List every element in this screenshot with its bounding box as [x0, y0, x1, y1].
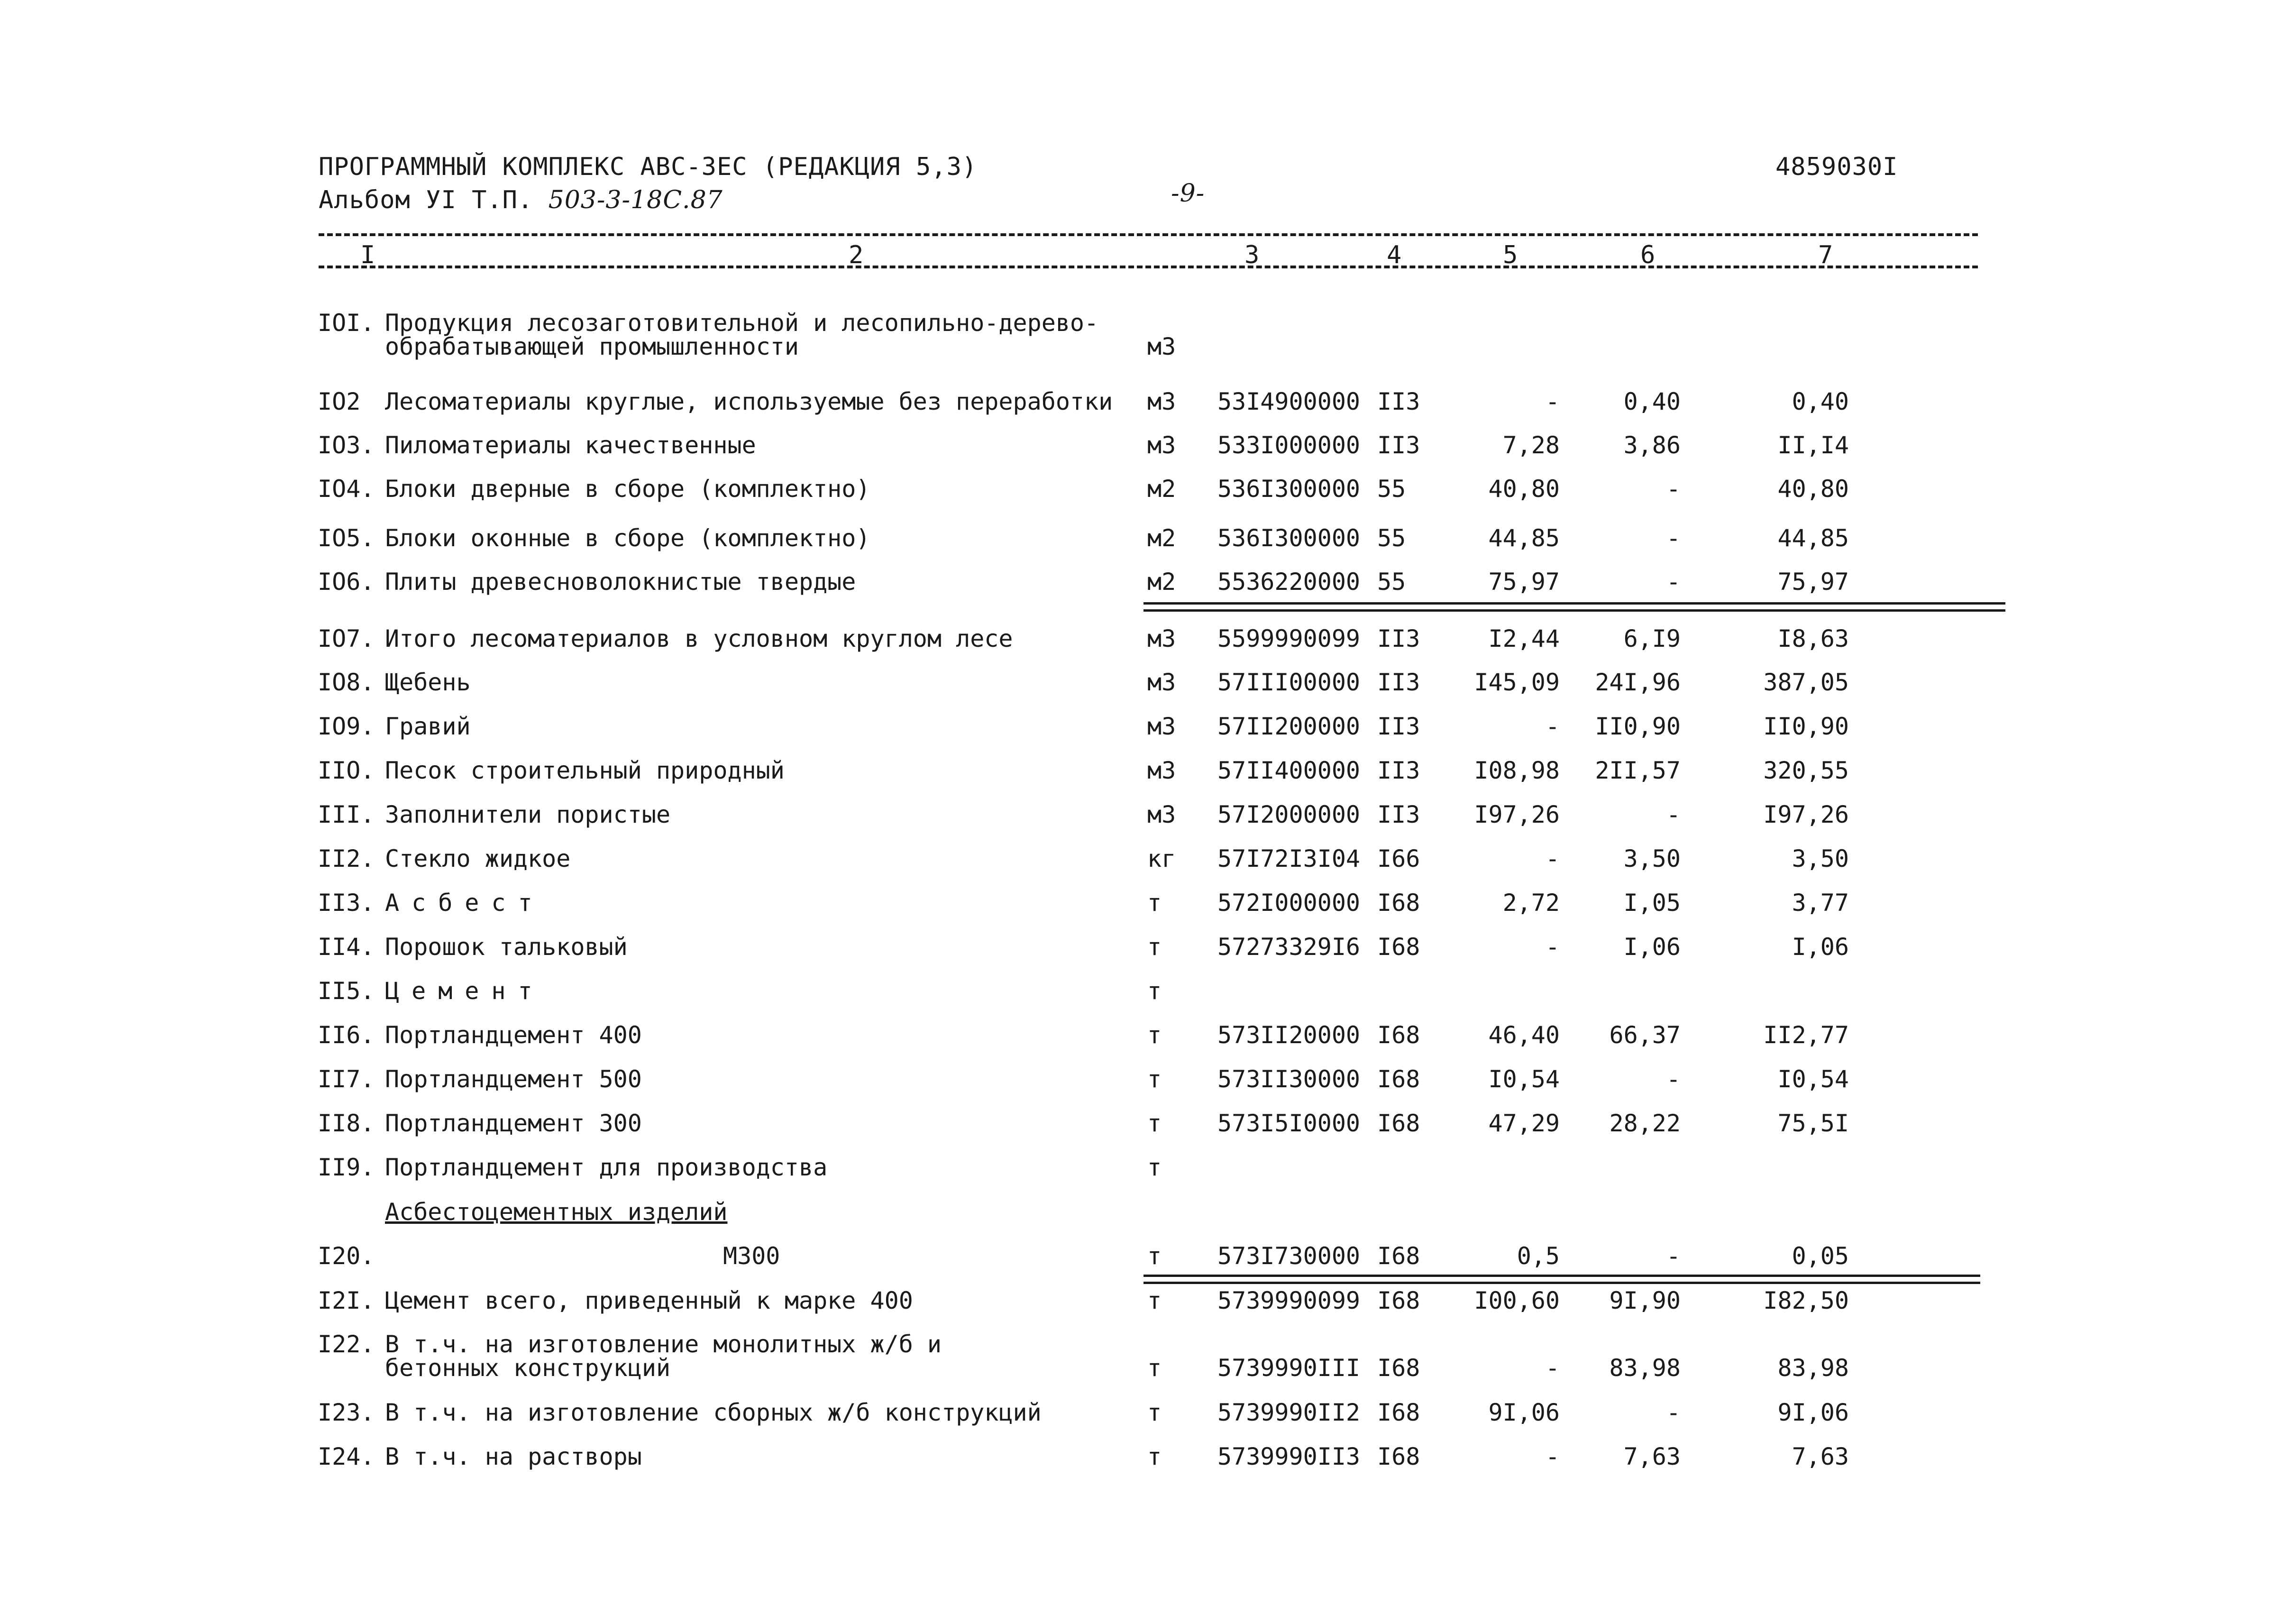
- row-col7: 83,98: [1777, 1354, 1849, 1382]
- row-unit: т: [1147, 1287, 1162, 1314]
- row-col7: II0,90: [1763, 713, 1849, 740]
- row-number: II9.: [318, 1154, 375, 1181]
- row-col4: I68: [1377, 1021, 1420, 1049]
- row-col5: 7,28: [1502, 431, 1560, 459]
- row-col7: 3,77: [1792, 889, 1849, 917]
- row-unit: т: [1147, 1443, 1162, 1470]
- row-col6: 83,98: [1609, 1354, 1681, 1382]
- row-code: 5599990099: [1217, 625, 1361, 652]
- row-code: 533I000000: [1217, 431, 1361, 459]
- row-unit: м3: [1147, 388, 1176, 415]
- row-unit: м2: [1147, 524, 1176, 552]
- row-col6: I,05: [1623, 889, 1681, 917]
- page-number: -9-: [1171, 179, 1205, 208]
- row-name: Блоки оконные в сборе (комплектно): [385, 524, 870, 552]
- row-col7: 0,05: [1792, 1242, 1849, 1270]
- row-col5: I97,26: [1474, 801, 1560, 828]
- column-number-3: 3: [1244, 241, 1260, 269]
- row-col6: 3,86: [1623, 431, 1681, 459]
- row-name: Лесоматериалы круглые, используемые без переработки: [385, 388, 1113, 415]
- row-col7: 75,5I: [1777, 1110, 1849, 1137]
- row-col6: -: [1666, 801, 1681, 828]
- row-name: Портландцемент 400: [385, 1021, 642, 1049]
- row-name: Щебень: [385, 669, 471, 696]
- double-rule: [1143, 1275, 1980, 1284]
- row-number: II8.: [318, 1110, 375, 1137]
- row-name: Плиты древесноволокнистые твердые: [385, 568, 856, 596]
- row-number: II2.: [318, 845, 375, 872]
- row-col7: 387,05: [1763, 669, 1849, 696]
- row-col6: -: [1666, 1242, 1681, 1270]
- row-number: IOI.: [318, 309, 375, 337]
- column-number-4: 4: [1387, 241, 1402, 269]
- row-col5: I2,44: [1488, 625, 1560, 652]
- row-unit: м3: [1147, 333, 1176, 360]
- row-name: Итого лесоматериалов в условном круглом лесе: [385, 625, 1013, 652]
- row-number: IO7.: [318, 625, 375, 652]
- row-col5: 9I,06: [1488, 1399, 1560, 1426]
- row-code: 5739990II3: [1217, 1443, 1361, 1470]
- row-col7: 7,63: [1792, 1443, 1849, 1470]
- row-col6: 0,40: [1623, 388, 1681, 415]
- row-col4: I68: [1377, 1065, 1420, 1093]
- row-code: 57I72I3I04: [1217, 845, 1361, 872]
- row-code: 5739990II2: [1217, 1399, 1361, 1426]
- row-col4: 55: [1377, 568, 1406, 596]
- document-code: 4859030I: [1775, 153, 1898, 181]
- row-unit: т: [1147, 1242, 1162, 1270]
- row-name: Цемент всего, приведенный к марке 400: [385, 1287, 913, 1314]
- row-number: I22.: [318, 1330, 375, 1358]
- column-number-1: I: [360, 241, 375, 269]
- row-number: I20.: [318, 1242, 375, 1270]
- row-number: IO4.: [318, 475, 375, 503]
- row-col5: 0,5: [1517, 1242, 1560, 1270]
- row-code: 573II20000: [1217, 1021, 1361, 1049]
- row-col4: I66: [1377, 845, 1420, 872]
- row-number: IO3.: [318, 431, 375, 459]
- row-col5: -: [1545, 388, 1560, 415]
- row-name: Блоки дверные в сборе (комплектно): [385, 475, 870, 503]
- row-name: Асбест: [385, 889, 545, 917]
- row-name: Цемент: [385, 977, 545, 1005]
- row-name: М300: [723, 1242, 780, 1270]
- row-col4: II3: [1377, 669, 1420, 696]
- row-col5: I0,54: [1488, 1065, 1560, 1093]
- row-col4: I68: [1377, 1242, 1420, 1270]
- row-number: I24.: [318, 1443, 375, 1470]
- row-col6: -: [1666, 475, 1681, 503]
- row-unit: т: [1147, 933, 1162, 961]
- row-name: Асбестоцементных изделий: [385, 1198, 728, 1226]
- album-line: [319, 186, 723, 214]
- row-name: Порошок тальковый: [385, 933, 628, 961]
- row-name: В т.ч. на изготовление монолитных ж/б и: [385, 1330, 942, 1358]
- row-name: Пиломатериалы качественные: [385, 431, 756, 459]
- double-rule: [1143, 602, 2005, 612]
- row-col5: -: [1545, 1443, 1560, 1470]
- row-col7: I0,54: [1777, 1065, 1849, 1093]
- row-code: 5536220000: [1217, 568, 1361, 596]
- row-col4: II3: [1377, 431, 1420, 459]
- row-col7: I,06: [1792, 933, 1849, 961]
- row-name: Гравий: [385, 713, 471, 740]
- column-number-7: 7: [1818, 241, 1833, 269]
- row-col4: I68: [1377, 1399, 1420, 1426]
- row-col5: 75,97: [1488, 568, 1560, 596]
- row-unit: т: [1147, 1399, 1162, 1426]
- column-number-2: 2: [849, 241, 864, 269]
- row-name: В т.ч. на растворы: [385, 1443, 642, 1470]
- row-name-continued: обрабатывающей промышленности: [385, 333, 799, 360]
- row-col4: II3: [1377, 801, 1420, 828]
- row-col5: -: [1545, 1354, 1560, 1382]
- row-col4: 55: [1377, 524, 1406, 552]
- row-code: 536I300000: [1217, 524, 1361, 552]
- row-unit: м3: [1147, 801, 1176, 828]
- row-number: I23.: [318, 1399, 375, 1426]
- row-col7: 75,97: [1777, 568, 1849, 596]
- row-unit: т: [1147, 1065, 1162, 1093]
- row-col6: -: [1666, 1399, 1681, 1426]
- row-unit: м2: [1147, 568, 1176, 596]
- row-code: 57II400000: [1217, 757, 1361, 784]
- column-number-6: 6: [1640, 241, 1656, 269]
- row-col5: -: [1545, 845, 1560, 872]
- row-code: 57I2000000: [1217, 801, 1361, 828]
- row-col4: II3: [1377, 388, 1420, 415]
- row-unit: т: [1147, 889, 1162, 917]
- row-col7: 9I,06: [1777, 1399, 1849, 1426]
- row-code: 57II200000: [1217, 713, 1361, 740]
- row-col4: II3: [1377, 757, 1420, 784]
- row-name: Портландцемент 500: [385, 1065, 642, 1093]
- row-name: Портландцемент 300: [385, 1110, 642, 1137]
- row-code: 5739990099: [1217, 1287, 1361, 1314]
- column-number-5: 5: [1503, 241, 1518, 269]
- album-prefix: Альбом УI Т.П.: [319, 186, 533, 214]
- row-col6: II0,90: [1595, 713, 1681, 740]
- row-col5: 40,80: [1488, 475, 1560, 503]
- row-unit: м3: [1147, 757, 1176, 784]
- row-col7: I82,50: [1763, 1287, 1849, 1314]
- row-name: Заполнители пористые: [385, 801, 671, 828]
- row-col4: 55: [1377, 475, 1406, 503]
- row-unit: м2: [1147, 475, 1176, 503]
- row-col6: 6,I9: [1623, 625, 1681, 652]
- row-col7: I8,63: [1777, 625, 1849, 652]
- row-name: Продукция лесозаготовительной и лесопильно-дерево-: [385, 309, 1099, 337]
- row-col6: -: [1666, 568, 1681, 596]
- row-code: 573I730000: [1217, 1242, 1361, 1270]
- header-rule-bottom: [319, 266, 1978, 268]
- row-unit: т: [1147, 1354, 1162, 1382]
- row-col7: II,I4: [1777, 431, 1849, 459]
- row-col5: I45,09: [1474, 669, 1560, 696]
- row-name: В т.ч. на изготовление сборных ж/б конструкций: [385, 1399, 1042, 1426]
- row-col4: II3: [1377, 625, 1420, 652]
- row-col5: 2,72: [1502, 889, 1560, 917]
- row-col5: 47,29: [1488, 1110, 1560, 1137]
- row-code: 573I5I0000: [1217, 1110, 1361, 1137]
- row-col5: 46,40: [1488, 1021, 1560, 1049]
- row-col4: I68: [1377, 1443, 1420, 1470]
- row-col5: -: [1545, 713, 1560, 740]
- row-unit: м3: [1147, 625, 1176, 652]
- row-code: 57III00000: [1217, 669, 1361, 696]
- row-col7: 320,55: [1763, 757, 1849, 784]
- row-code: 573II30000: [1217, 1065, 1361, 1093]
- row-number: IO6.: [318, 568, 375, 596]
- row-col6: 28,22: [1609, 1110, 1681, 1137]
- header-rule-top: [319, 233, 1978, 236]
- row-col6: -: [1666, 524, 1681, 552]
- album-handwritten: 503-3-18С.87: [548, 186, 723, 214]
- row-unit: м3: [1147, 431, 1176, 459]
- row-number: IIO.: [318, 757, 375, 784]
- row-code: 53I4900000: [1217, 388, 1361, 415]
- row-col5: I08,98: [1474, 757, 1560, 784]
- row-number: II3.: [318, 889, 375, 917]
- row-unit: т: [1147, 1154, 1162, 1181]
- row-number: III.: [318, 801, 375, 828]
- row-col5: 44,85: [1488, 524, 1560, 552]
- row-col4: I68: [1377, 1110, 1420, 1137]
- row-col7: 0,40: [1792, 388, 1849, 415]
- row-col7: 3,50: [1792, 845, 1849, 872]
- row-unit: т: [1147, 1110, 1162, 1137]
- row-number: II5.: [318, 977, 375, 1005]
- row-name: Стекло жидкое: [385, 845, 571, 872]
- row-col4: II3: [1377, 713, 1420, 740]
- row-unit: т: [1147, 1021, 1162, 1049]
- row-code: 572I000000: [1217, 889, 1361, 917]
- row-col7: 44,85: [1777, 524, 1849, 552]
- row-col4: I68: [1377, 1287, 1420, 1314]
- row-number: IO5.: [318, 524, 375, 552]
- row-unit: т: [1147, 977, 1162, 1005]
- row-col7: 40,80: [1777, 475, 1849, 503]
- row-name: Портландцемент для производства: [385, 1154, 828, 1181]
- row-name: Песок строительный природный: [385, 757, 785, 784]
- row-code: 5739990III: [1217, 1354, 1361, 1382]
- row-col4: I68: [1377, 933, 1420, 961]
- row-col4: I68: [1377, 1354, 1420, 1382]
- row-unit: м3: [1147, 713, 1176, 740]
- row-number: I2I.: [318, 1287, 375, 1314]
- row-col7: II2,77: [1763, 1021, 1849, 1049]
- row-col6: 9I,90: [1609, 1287, 1681, 1314]
- row-unit: м3: [1147, 669, 1176, 696]
- program-title: ПРОГРАММНЫЙ КОМПЛЕКС АВС-ЗЕС (РЕДАКЦИЯ 5,3): [319, 153, 978, 181]
- row-col6: 2II,57: [1595, 757, 1681, 784]
- row-col5: -: [1545, 933, 1560, 961]
- row-number: II4.: [318, 933, 375, 961]
- row-code: 536I300000: [1217, 475, 1361, 503]
- row-col6: 66,37: [1609, 1021, 1681, 1049]
- row-col4: I68: [1377, 889, 1420, 917]
- row-col6: 24I,96: [1595, 669, 1681, 696]
- row-number: IO2: [318, 388, 361, 415]
- row-number: II7.: [318, 1065, 375, 1093]
- row-col6: 7,63: [1623, 1443, 1681, 1470]
- row-number: II6.: [318, 1021, 375, 1049]
- row-col5: I00,60: [1474, 1287, 1560, 1314]
- row-number: IO8.: [318, 669, 375, 696]
- row-code: 57273329I6: [1217, 933, 1361, 961]
- row-number: IO9.: [318, 713, 375, 740]
- row-col6: 3,50: [1623, 845, 1681, 872]
- row-unit: кг: [1147, 845, 1176, 872]
- row-col6: -: [1666, 1065, 1681, 1093]
- row-name-continued: бетонных конструкций: [385, 1354, 671, 1382]
- row-col7: I97,26: [1763, 801, 1849, 828]
- row-col6: I,06: [1623, 933, 1681, 961]
